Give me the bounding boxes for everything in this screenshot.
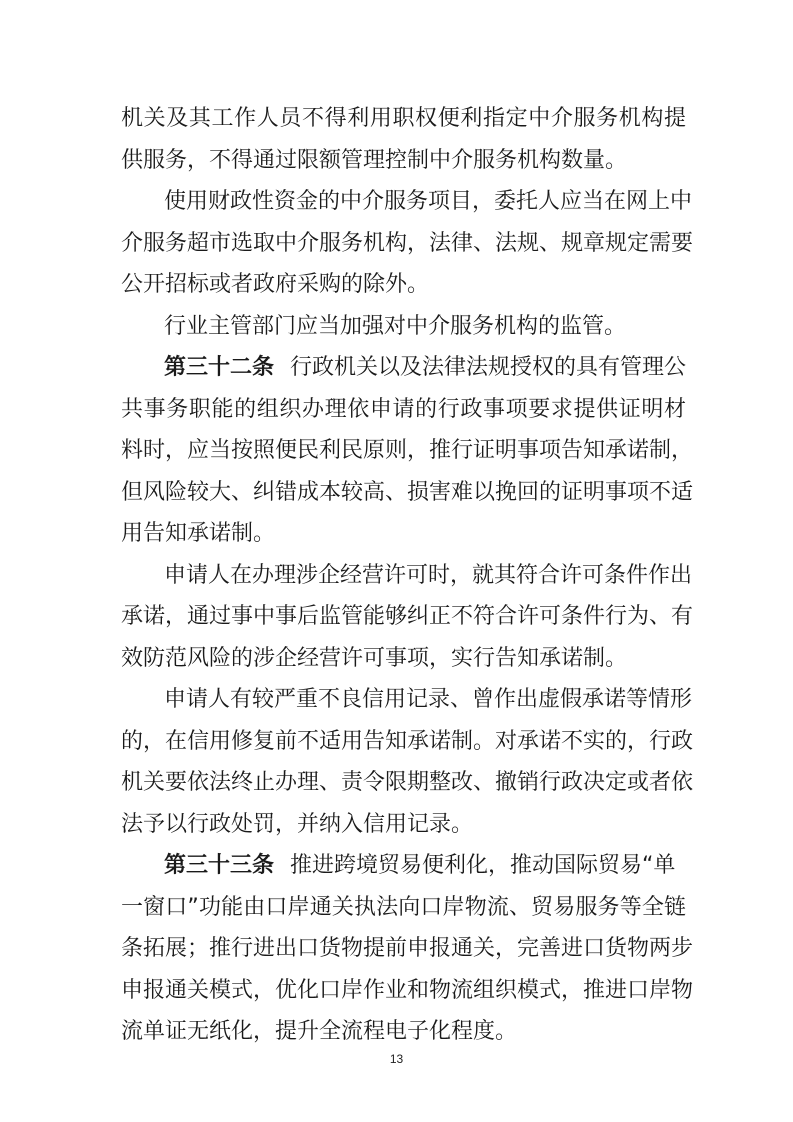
text-line: 承诺，通过事中事后监管能够纠正不符合许可条件行为、有	[121, 604, 694, 629]
text-line: 用告知承诺制。	[121, 521, 276, 546]
text-line: 条拓展；推行进出口货物提前申报通关，完善进口货物两步	[121, 936, 694, 961]
article-32-first-line	[164, 348, 686, 388]
text-line: 机关及其工作人员不得利用职权便利指定中介服务机构提	[121, 106, 686, 131]
text-line: 共事务职能的组织办理依申请的行政事项要求提供证明材	[121, 397, 686, 422]
text-line: 效防范风险的涉企经营许可事项，实行告知承诺制。	[121, 646, 628, 671]
text-line: 的，在信用修复前不适用告知承诺制。对承诺不实的，行政	[121, 729, 694, 754]
article-33-first-line	[164, 846, 686, 886]
text-line: 介服务超市选取中介服务机构，法律、法规、规章规定需要	[121, 231, 694, 256]
text-line: 但风险较大、纠错成本较高、损害难以挽回的证明事项不适	[121, 480, 694, 505]
text-line: 申报通关模式，优化口岸作业和物流组织模式，推进口岸物	[121, 978, 694, 1003]
article-33-text: 推进跨境贸易便利化，推动国际贸易“单	[290, 853, 676, 878]
paragraph-first-line: 申请人有较严重不良信用记录、曾作出虚假承诺等情形	[164, 687, 693, 712]
article-32-text: 行政机关以及法律法规授权的具有管理公	[290, 355, 687, 380]
paragraph-first-line: 使用财政性资金的中介服务项目，委托人应当在网上中	[164, 189, 693, 214]
paragraph-first-line: 行业主管部门应当加强对中介服务机构的监管。	[164, 314, 627, 339]
text-line: 法予以行政处罚，并纳入信用记录。	[121, 812, 474, 837]
article-33-heading: 第三十三条	[164, 853, 275, 878]
text-line: 机关要依法终止办理、责令限期整改、撤销行政决定或者依	[121, 770, 694, 795]
article-32-heading: 第三十二条	[164, 355, 275, 380]
text-line: 一窗口”功能由口岸通关执法向口岸物流、贸易服务等全链	[121, 895, 686, 920]
page-number: 13	[389, 1052, 404, 1066]
paragraph-first-line: 申请人在办理涉企经营许可时，就其符合许可条件作出	[164, 563, 693, 588]
text-line: 供服务，不得通过限额管理控制中介服务机构数量。	[121, 148, 628, 173]
text-line: 流单证无纸化，提升全流程电子化程度。	[121, 1019, 518, 1044]
text-line: 料时，应当按照便民利民原则，推行证明事项告知承诺制，	[121, 438, 694, 463]
text-line: 公开招标或者政府采购的除外。	[121, 272, 430, 297]
